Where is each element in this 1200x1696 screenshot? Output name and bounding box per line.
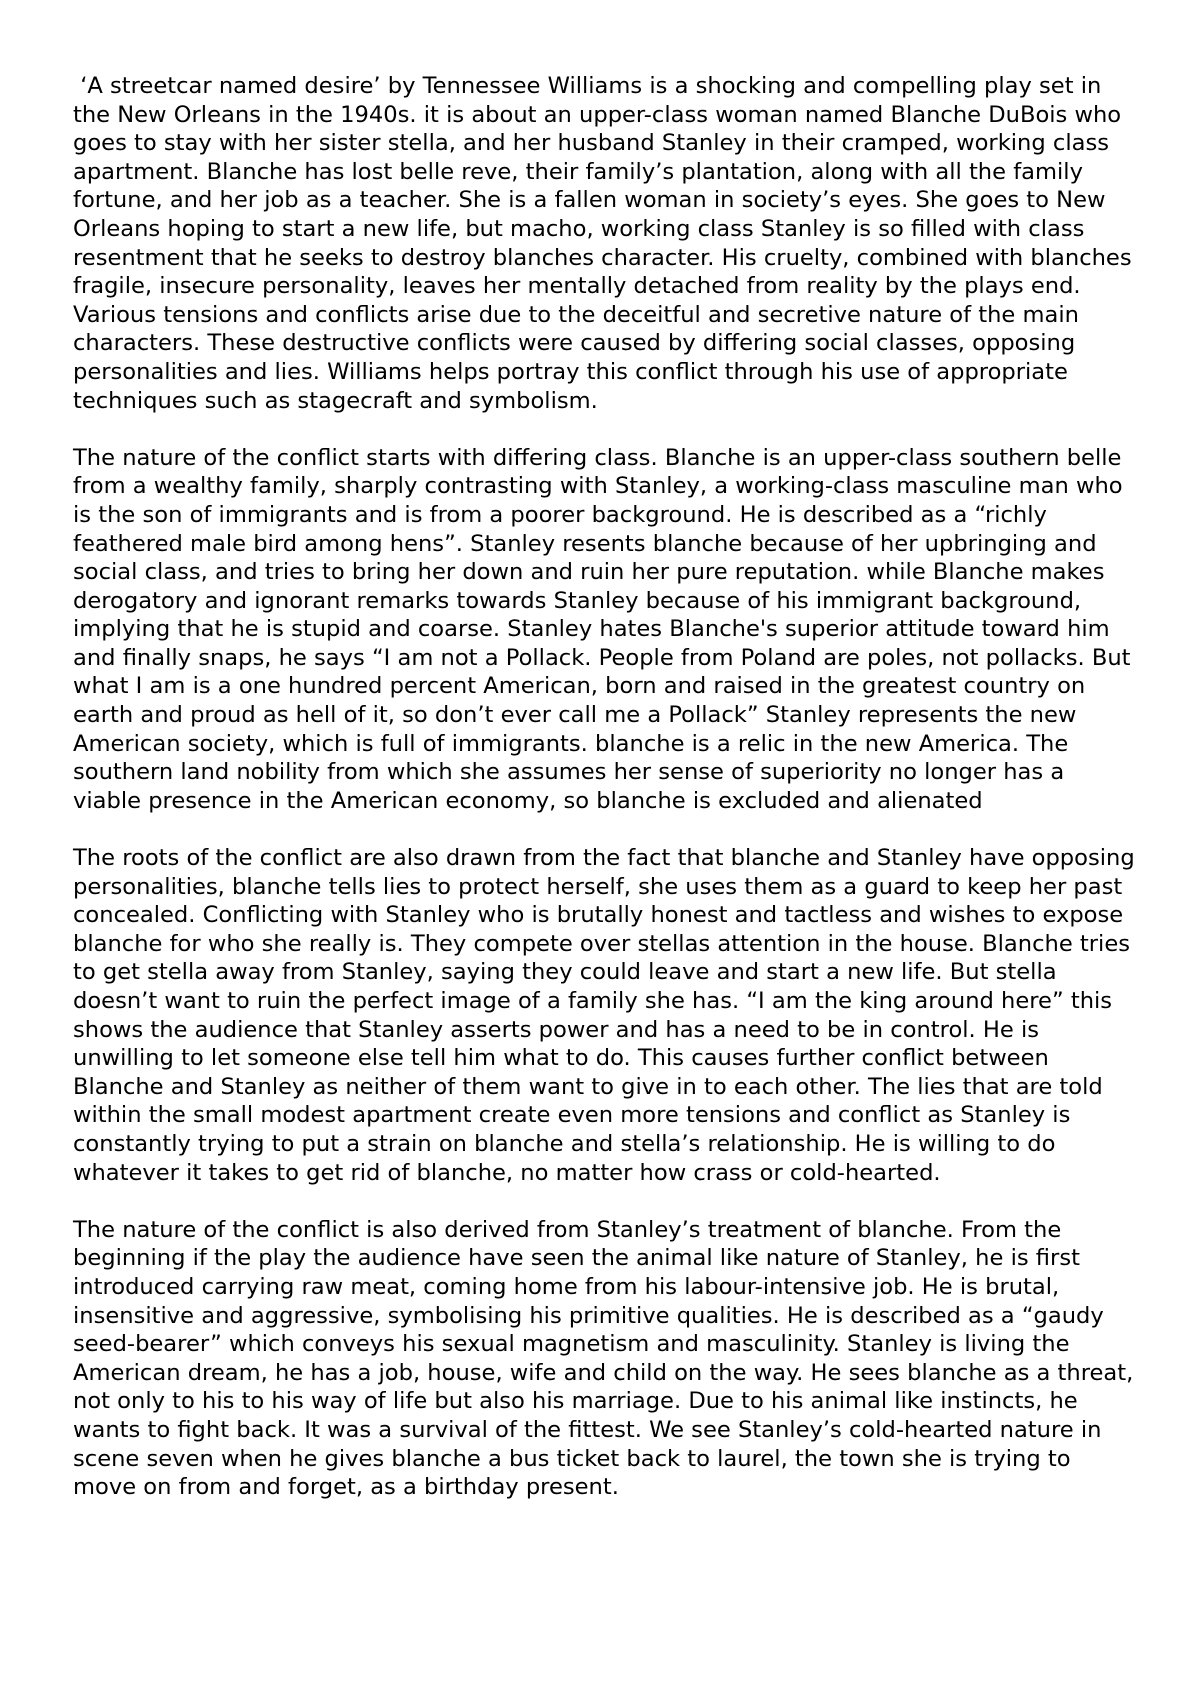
paragraph-stanley-treatment: The nature of the conflict is also derived from Stanley’s treatment of blanche. From the beginning if the play the audience have seen the animal like nature of Stanley, he is first introduced carrying raw meat, coming home from his labour-intensive job. He is brutal, insensitive and aggressive, symbolising his primitive qualities. He is described as a “gaudy seed-bearer” which conveys his sexual magnetism and masculinity. Stanley is living the American dream, he has a job, house, wife and child on the way. He sees blanche as a threat, not only to his to his way of life but also his marriage. Due to his animal like instincts, he wants to fight back. It was a survival of the fittest. We see Stanley’s cold-hearted nature in scene seven when he gives blanche a bus ticket back to laurel, the town she is trying to move on from and forget, as a birthday present. [73,1216,1141,1501]
paragraph-class-conflict: The nature of the conflict starts with differing class. Blanche is an upper-class southern belle from a wealthy family, sharply contrasting with Stanley, a working-class masculine man who is the son of immigrants and is from a poorer background. He is described as a “richly feathered male bird among hens”. Stanley resents blanche because of her upbringing and social class, and tries to bring her down and ruin her pure reputation. while Blanche makes derogatory and ignorant remarks towards Stanley because of his immigrant background, implying that he is stupid and coarse. Stanley hates Blanche's superior attitude toward him and finally snaps, he says “I am not a Pollack. People from Poland are poles, not pollacks. But what I am is a one hundred percent American, born and raised in the greatest country on earth and proud as hell of it, so don’t ever call me a Pollack” Stanley represents the new American society, which is full of immigrants. blanche is a relic in the new America. The southern land nobility from which she assumes her sense of superiority no longer has a viable presence in the American economy, so blanche is excluded and alienated [73,444,1138,814]
paragraph-personality-conflict: The roots of the conflict are also drawn from the fact that blanche and Stanley have opposing personalities, blanche tells lies to protect herself, she uses them as a guard to keep her past concealed. Conflicting with Stanley who is brutally honest and tactless and wishes to expose blanche for who she really is. They compete over stellas attention in the house. Blanche tries to get stella away from Stanley, saying they could leave and start a new life. But stella doesn’t want to ruin the perfect image of a family she has. “I am the king around here” this shows the audience that Stanley asserts power and has a need to be in control. He is unwilling to let someone else tell him what to do. This causes further conflict between Blanche and Stanley as neither of them want to give in to each other. The lies that are told within the small modest apartment create even more tensions and conflict as Stanley is constantly trying to put a strain on blanche and stella’s relationship. He is willing to do whatever it takes to get rid of blanche, no matter how crass or cold-hearted. [73,845,1142,1186]
paragraph-introduction: ‘A streetcar named desire’ by Tennessee Williams is a shocking and compelling play set in the New Orleans in the 1940s. it is about an upper-class woman named Blanche DuBois who goes to stay with her sister stella, and her husband Stanley in their cramped, working class apartment. Blanche has lost belle reve, their family’s plantation, along with all the family fortune, and her job as a teacher. She is a fallen woman in society’s eyes. She goes to New Orleans hoping to start a new life, but macho, working class Stanley is so filled with class resentment that he seeks to destroy blanches character. His cruelty, combined with blanches fragile, insecure personality, leaves her mentally detached from reality by the plays end. Various tensions and conflicts arise due to the deceitful and secretive nature of the main characters. These destructive conflicts were caused by differing social classes, opposing personalities and lies. Williams helps portray this conflict through his use of appropriate techniques such as stagecraft and symbolism. [73,73,1139,414]
document-page [73,72,1142,1502]
